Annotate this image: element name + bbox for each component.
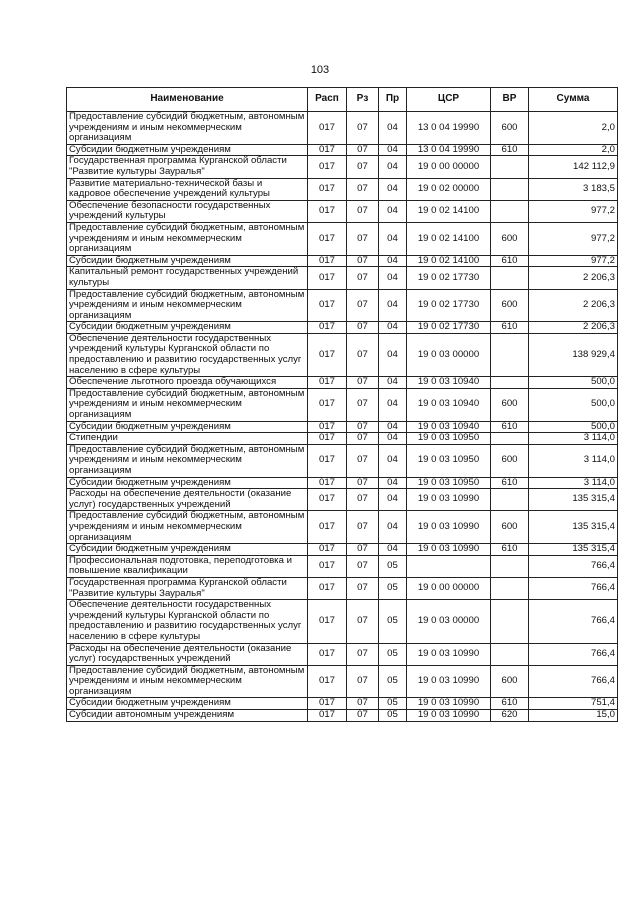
cell-pr: 04	[379, 444, 407, 477]
cell-name: Предоставление субсидий бюджетным, автономным учреждениям и иным некоммерческим организациям	[67, 388, 308, 421]
cell-pr: 04	[379, 222, 407, 255]
cell-vr: 610	[491, 698, 529, 710]
cell-sum: 751,4	[529, 698, 618, 710]
cell-pr: 04	[379, 200, 407, 222]
cell-sum: 2,0	[529, 112, 618, 145]
cell-sum: 142 112,9	[529, 156, 618, 178]
cell-name: Обеспечение безопасности государственных учреждений культуры	[67, 200, 308, 222]
cell-sum: 766,4	[529, 577, 618, 599]
cell-pr: 04	[379, 255, 407, 267]
cell-sum: 500,0	[529, 421, 618, 433]
cell-name: Субсидии бюджетным учреждениям	[67, 698, 308, 710]
table-row	[67, 333, 618, 376]
header-csr: ЦСР	[407, 88, 491, 112]
cell-vr	[491, 577, 529, 599]
cell-sum: 135 315,4	[529, 511, 618, 544]
cell-csr: 19 0 02 00000	[407, 178, 491, 200]
cell-csr: 19 0 02 17730	[407, 267, 491, 289]
cell-rz: 07	[347, 112, 379, 145]
cell-name: Субсидии бюджетным учреждениям	[67, 544, 308, 556]
cell-vr	[491, 156, 529, 178]
cell-csr	[407, 555, 491, 577]
cell-pr: 05	[379, 698, 407, 710]
budget-table	[66, 87, 618, 722]
cell-pr: 04	[379, 333, 407, 376]
table-row	[67, 156, 618, 178]
cell-vr: 600	[491, 222, 529, 255]
cell-pr: 04	[379, 511, 407, 544]
cell-rz: 07	[347, 200, 379, 222]
cell-sum: 138 929,4	[529, 333, 618, 376]
cell-rasp: 017	[308, 444, 347, 477]
cell-rz: 07	[347, 144, 379, 156]
cell-sum: 500,0	[529, 377, 618, 389]
cell-csr: 19 0 03 10990	[407, 643, 491, 665]
cell-rz: 07	[347, 544, 379, 556]
cell-rasp: 017	[308, 421, 347, 433]
cell-name: Предоставление субсидий бюджетным, автономным учреждениям и иным некоммерческим организациям	[67, 511, 308, 544]
table-row	[67, 577, 618, 599]
cell-csr: 19 0 03 10990	[407, 698, 491, 710]
cell-sum: 135 315,4	[529, 544, 618, 556]
cell-name: Обеспечение льготного проезда обучающихся	[67, 377, 308, 389]
table-row	[67, 200, 618, 222]
cell-sum: 977,2	[529, 200, 618, 222]
cell-rz: 07	[347, 255, 379, 267]
header-name: Наименование	[67, 88, 308, 112]
table-row	[67, 444, 618, 477]
cell-name: Предоставление субсидий бюджетным, автономным учреждениям и иным некоммерческим организациям	[67, 665, 308, 698]
cell-pr: 04	[379, 433, 407, 445]
cell-pr: 04	[379, 477, 407, 489]
cell-rasp: 017	[308, 144, 347, 156]
cell-vr	[491, 377, 529, 389]
cell-rz: 07	[347, 388, 379, 421]
cell-csr: 19 0 02 14100	[407, 255, 491, 267]
cell-rasp: 017	[308, 643, 347, 665]
cell-pr: 04	[379, 388, 407, 421]
cell-csr: 19 0 03 00000	[407, 600, 491, 643]
table-row	[67, 144, 618, 156]
cell-vr: 610	[491, 544, 529, 556]
header-pr: Пр	[379, 88, 407, 112]
cell-rasp: 017	[308, 112, 347, 145]
cell-name: Субсидии бюджетным учреждениям	[67, 421, 308, 433]
cell-vr: 610	[491, 144, 529, 156]
cell-rasp: 017	[308, 333, 347, 376]
cell-csr: 19 0 03 10940	[407, 377, 491, 389]
cell-rasp: 017	[308, 267, 347, 289]
cell-sum: 766,4	[529, 665, 618, 698]
cell-rz: 07	[347, 156, 379, 178]
table-row	[67, 489, 618, 511]
cell-vr	[491, 433, 529, 445]
cell-vr: 600	[491, 665, 529, 698]
header-vr: ВР	[491, 88, 529, 112]
cell-rasp: 017	[308, 156, 347, 178]
cell-rasp: 017	[308, 600, 347, 643]
cell-rasp: 017	[308, 433, 347, 445]
cell-vr: 600	[491, 388, 529, 421]
cell-name: Капитальный ремонт государственных учреждений культуры	[67, 267, 308, 289]
cell-vr: 610	[491, 322, 529, 334]
cell-rz: 07	[347, 698, 379, 710]
cell-pr: 05	[379, 577, 407, 599]
cell-csr: 19 0 02 14100	[407, 222, 491, 255]
cell-rasp: 017	[308, 489, 347, 511]
cell-csr: 19 0 00 00000	[407, 577, 491, 599]
cell-vr	[491, 555, 529, 577]
cell-vr	[491, 200, 529, 222]
cell-sum: 766,4	[529, 600, 618, 643]
cell-rz: 07	[347, 511, 379, 544]
cell-rasp: 017	[308, 377, 347, 389]
cell-name: Субсидии автономным учреждениям	[67, 710, 308, 722]
cell-csr: 19 0 03 10950	[407, 444, 491, 477]
cell-rasp: 017	[308, 577, 347, 599]
cell-csr: 19 0 03 10950	[407, 477, 491, 489]
table-row	[67, 388, 618, 421]
cell-sum: 977,2	[529, 222, 618, 255]
cell-sum: 15,0	[529, 710, 618, 722]
cell-rz: 07	[347, 267, 379, 289]
cell-rasp: 017	[308, 511, 347, 544]
cell-rz: 07	[347, 489, 379, 511]
table-row	[67, 421, 618, 433]
cell-name: Предоставление субсидий бюджетным, автономным учреждениям и иным некоммерческим организациям	[67, 444, 308, 477]
cell-vr	[491, 267, 529, 289]
cell-sum: 2 206,3	[529, 267, 618, 289]
table-row	[67, 544, 618, 556]
cell-pr: 04	[379, 156, 407, 178]
cell-csr: 19 0 03 10990	[407, 511, 491, 544]
cell-name: Обеспечение деятельности государственных учреждений культуры Курганской области по предоставлению и развитию государственных услуг населению в сфере культуры	[67, 600, 308, 643]
table-row	[67, 555, 618, 577]
cell-pr: 05	[379, 555, 407, 577]
table-row	[67, 222, 618, 255]
table-row	[67, 643, 618, 665]
cell-rasp: 017	[308, 477, 347, 489]
cell-rz: 07	[347, 377, 379, 389]
table-row	[67, 322, 618, 334]
cell-rz: 07	[347, 421, 379, 433]
cell-pr: 04	[379, 178, 407, 200]
cell-vr: 600	[491, 444, 529, 477]
cell-csr: 19 0 02 17730	[407, 322, 491, 334]
cell-pr: 04	[379, 489, 407, 511]
cell-name: Предоставление субсидий бюджетным, автономным учреждениям и иным некоммерческим организациям	[67, 289, 308, 322]
cell-rz: 07	[347, 433, 379, 445]
cell-csr: 19 0 03 00000	[407, 333, 491, 376]
cell-vr	[491, 333, 529, 376]
cell-sum: 135 315,4	[529, 489, 618, 511]
table-row	[67, 255, 618, 267]
cell-rasp: 017	[308, 222, 347, 255]
cell-rasp: 017	[308, 322, 347, 334]
cell-vr: 600	[491, 112, 529, 145]
cell-sum: 766,4	[529, 643, 618, 665]
cell-pr: 04	[379, 289, 407, 322]
table-row	[67, 710, 618, 722]
cell-name: Обеспечение деятельности государственных учреждений культуры Курганской области по предоставлению и развитию государственных услуг населению в сфере культуры	[67, 333, 308, 376]
cell-vr	[491, 489, 529, 511]
cell-rasp: 017	[308, 255, 347, 267]
cell-rz: 07	[347, 444, 379, 477]
table-row	[67, 178, 618, 200]
cell-rz: 07	[347, 600, 379, 643]
table-row	[67, 267, 618, 289]
header-row	[67, 88, 618, 112]
cell-name: Субсидии бюджетным учреждениям	[67, 144, 308, 156]
table-row	[67, 698, 618, 710]
cell-name: Субсидии бюджетным учреждениям	[67, 477, 308, 489]
cell-pr: 05	[379, 710, 407, 722]
cell-pr: 05	[379, 600, 407, 643]
cell-pr: 04	[379, 377, 407, 389]
cell-rasp: 017	[308, 544, 347, 556]
cell-sum: 3 114,0	[529, 477, 618, 489]
cell-name: Государственная программа Курганской области "Развитие культуры Зауралья"	[67, 156, 308, 178]
cell-csr: 19 0 02 14100	[407, 200, 491, 222]
cell-vr	[491, 643, 529, 665]
cell-csr: 19 0 03 10990	[407, 710, 491, 722]
cell-name: Стипендии	[67, 433, 308, 445]
cell-vr	[491, 178, 529, 200]
cell-name: Субсидии бюджетным учреждениям	[67, 255, 308, 267]
table-row	[67, 377, 618, 389]
cell-name: Субсидии бюджетным учреждениям	[67, 322, 308, 334]
cell-vr: 610	[491, 477, 529, 489]
table-row	[67, 112, 618, 145]
cell-csr: 19 0 03 10990	[407, 489, 491, 511]
cell-csr: 13 0 04 19990	[407, 144, 491, 156]
table-row	[67, 600, 618, 643]
cell-sum: 3 114,0	[529, 444, 618, 477]
cell-rz: 07	[347, 333, 379, 376]
cell-csr: 19 0 03 10940	[407, 421, 491, 433]
cell-sum: 500,0	[529, 388, 618, 421]
cell-sum: 2,0	[529, 144, 618, 156]
cell-csr: 19 0 03 10990	[407, 665, 491, 698]
cell-rz: 07	[347, 665, 379, 698]
header-rz: Рз	[347, 88, 379, 112]
cell-rasp: 017	[308, 200, 347, 222]
cell-pr: 04	[379, 144, 407, 156]
cell-rz: 07	[347, 477, 379, 489]
cell-pr: 04	[379, 544, 407, 556]
cell-sum: 3 114,0	[529, 433, 618, 445]
cell-rz: 07	[347, 577, 379, 599]
cell-rasp: 017	[308, 710, 347, 722]
cell-rasp: 017	[308, 698, 347, 710]
cell-csr: 19 0 00 00000	[407, 156, 491, 178]
cell-csr: 19 0 02 17730	[407, 289, 491, 322]
page-number: 103	[310, 64, 330, 76]
header-sum: Сумма	[529, 88, 618, 112]
cell-rasp: 017	[308, 555, 347, 577]
table-row	[67, 665, 618, 698]
cell-rasp: 017	[308, 665, 347, 698]
table-row	[67, 433, 618, 445]
cell-sum: 2 206,3	[529, 289, 618, 322]
cell-csr: 13 0 04 19990	[407, 112, 491, 145]
cell-pr: 04	[379, 421, 407, 433]
table-row	[67, 289, 618, 322]
cell-sum: 3 183,5	[529, 178, 618, 200]
cell-csr: 19 0 03 10950	[407, 433, 491, 445]
cell-name: Расходы на обеспечение деятельности (оказание услуг) государственных учреждений	[67, 643, 308, 665]
cell-rasp: 017	[308, 289, 347, 322]
cell-pr: 05	[379, 665, 407, 698]
cell-vr: 600	[491, 289, 529, 322]
cell-vr: 610	[491, 421, 529, 433]
cell-rz: 07	[347, 710, 379, 722]
cell-rasp: 017	[308, 388, 347, 421]
cell-pr: 04	[379, 112, 407, 145]
cell-name: Профессиональная подготовка, переподготовка и повышение квалификации	[67, 555, 308, 577]
cell-name: Предоставление субсидий бюджетным, автономным учреждениям и иным некоммерческим организациям	[67, 112, 308, 145]
cell-rz: 07	[347, 322, 379, 334]
cell-name: Предоставление субсидий бюджетным, автономным учреждениям и иным некоммерческим организациям	[67, 222, 308, 255]
table-row	[67, 511, 618, 544]
table-body	[67, 112, 618, 722]
cell-vr: 620	[491, 710, 529, 722]
cell-csr: 19 0 03 10940	[407, 388, 491, 421]
cell-sum: 766,4	[529, 555, 618, 577]
cell-sum: 2 206,3	[529, 322, 618, 334]
cell-rz: 07	[347, 555, 379, 577]
cell-name: Расходы на обеспечение деятельности (оказание услуг) государственных учреждений	[67, 489, 308, 511]
cell-name: Развитие материально-технической базы и кадровое обеспечение учреждений культуры	[67, 178, 308, 200]
cell-rz: 07	[347, 178, 379, 200]
table-row	[67, 477, 618, 489]
header-rasp: Расп	[308, 88, 347, 112]
cell-vr: 600	[491, 511, 529, 544]
cell-rz: 07	[347, 643, 379, 665]
cell-pr: 05	[379, 643, 407, 665]
cell-rasp: 017	[308, 178, 347, 200]
cell-csr: 19 0 03 10990	[407, 544, 491, 556]
cell-pr: 04	[379, 322, 407, 334]
cell-sum: 977,2	[529, 255, 618, 267]
cell-rz: 07	[347, 222, 379, 255]
cell-pr: 04	[379, 267, 407, 289]
cell-vr	[491, 600, 529, 643]
cell-name: Государственная программа Курганской области "Развитие культуры Зауралья"	[67, 577, 308, 599]
cell-rz: 07	[347, 289, 379, 322]
table-header	[67, 88, 618, 112]
cell-vr: 610	[491, 255, 529, 267]
